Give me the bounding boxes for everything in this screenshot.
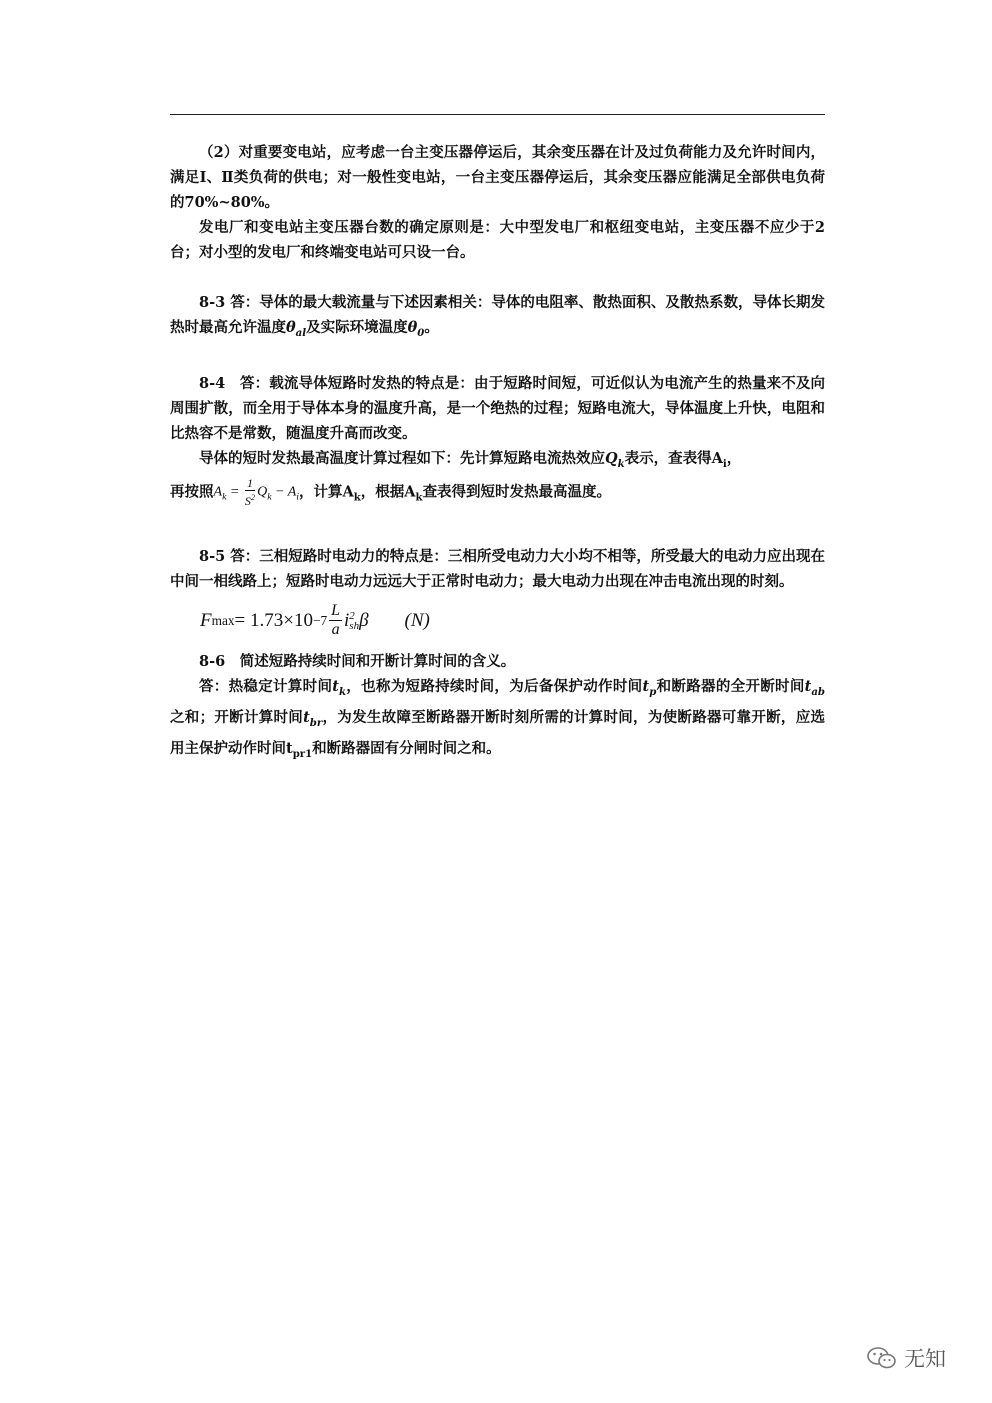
paragraph-8-5: 8-5 答：三相短路时电动力的特点是：三相所受电动力大小均不相等，所受最大的电动力应出现在中间一相线路上；短路时电动力远远大于正常时电动力；最大电动力出现在冲击电流出现的时刻。 [170,548,825,591]
theta-0-symbol: $\theta_0$ [407,319,425,339]
watermark [866,1343,946,1373]
wechat-icon [866,1346,898,1370]
ak-inline-formula: $A_k$ = $\frac{1}{S^2}$ $Q_k - A_i$ [213,475,300,508]
watermark-text: 无知 [904,1347,946,1371]
qk-symbol: $Q_k$ [605,449,625,470]
header-rule [170,114,825,115]
paragraph-transformer-count: 发电厂和变电站主变压器台数的确定原则是：大中型发电厂和枢纽变电站，主变压器不应少于2台；对小型的发电厂和终端变电站可只设一台。 [170,219,825,261]
paragraph-8-6-answer: 答：热稳定计算时间$t_k$，也称为短路持续时间，为后备保护动作时间$t_p$和断路器的全开断时间$t_{ab}$之和；开断计算时间$t_{br}$，为发生故障至断路器开断时刻所需的计算时间，为使断路器可靠开断，应选用主保护动作时间$t_{pr1}$和断路器固有分闸时间之和。 [170,678,826,760]
theta-al-symbol: $\theta_{al}$ [286,319,307,339]
fmax-formula: F max = 1.73×10 −7 $\frac{L}{a}$ i 2 sh β (N) [200,602,430,639]
paragraph-8-4: 8-4 答：载流导体短路时发热的特点是：由于短路时间短，可近似认为电流产生的热量来不及向周围扩散，而全用于导体本身的温度升高，是一个绝热的过程；短路电流大，导体温度上升快，电阻和比热容不是常数，随温度升高而改变。 [170,374,825,442]
paragraph-transformer-reserve: （2）对重要变电站，应考虑一台主变压器停运后，其余变压器在计及过负荷能力及允许时间内，满足Ⅰ、Ⅱ类负荷的供电；对一般性变电站，一台主变压器停运后，其余变压器应能满足全部供电负荷的70%~80%。 [170,144,825,211]
document-body [170,140,825,767]
paragraph-8-3: 8-3 答：导体的最大载流量与下述因素相关：导体的电阻率、散热面积、及散热系数，导体长期发热时最高允许温度$\theta_{al}$及实际环境温度$\theta_0$。 [170,294,825,339]
paragraph-ak-formula: 再按照$A_k$ = $\frac{1}{S^2}$ $Q_k - A_i$，计算$A_k$，根据$A_k$查表得到短时发热最高温度。 [170,475,612,508]
paragraph-calc-process: 导体的短时发热最高温度计算过程如下：先计算短路电流热效应$Q_k$表示，查表得$A_i$， [199,449,742,470]
paragraph-8-6: 8-6 简述短路持续时间和开断计算时间的含义。 [199,653,516,671]
